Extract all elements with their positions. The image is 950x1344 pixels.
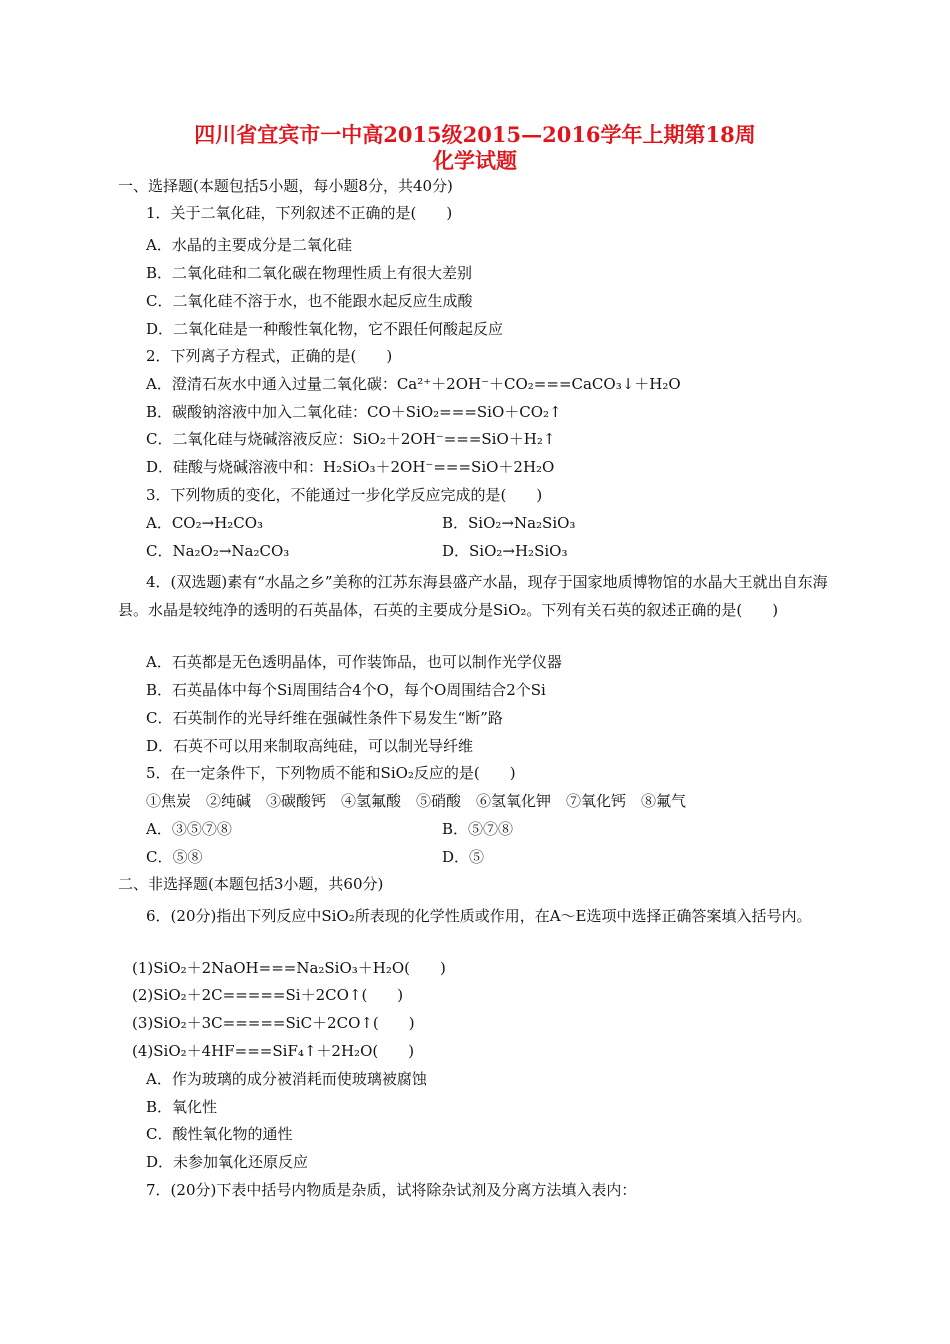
- question-5-option-b: B．⑤⑦⑧: [442, 820, 514, 838]
- document-subtitle: 化学试题: [433, 148, 517, 173]
- question-4-stem: 4．(双选题)素有“水晶之乡”美称的江苏东海县盛产水晶，现存于国家地质博物馆的水晶大王就出自东海县。水晶是较纯净的透明的石英晶体，石英的主要成分是SiO₂。下列有关石英的叙述正确的是( ): [118, 573, 828, 619]
- question-6-option-d: D．未参加氧化还原反应: [146, 1153, 309, 1171]
- question-5-option-a: A．③⑤⑦⑧: [146, 820, 232, 838]
- question-4-option-c: C．石英制作的光导纤维在强碱性条件下易发生“断”路: [146, 709, 503, 727]
- question-2-option-a: A．澄清石灰水中通入过量二氧化碳：Ca²⁺＋2OH⁻＋CO₂===CaCO₃↓＋H₂O: [146, 375, 681, 393]
- question-2-option-d: D．硅酸与烧碱溶液中和：H₂SiO₃＋2OH⁻===SiO＋2H₂O: [146, 458, 555, 476]
- question-5-option-c: C．⑤⑧: [146, 848, 203, 866]
- question-1-option-b: B．二氧化硅和二氧化碳在物理性质上有很大差别: [146, 264, 473, 282]
- question-6-reaction-2: (2)SiO₂＋2C=====Si＋2CO↑( ): [132, 986, 404, 1004]
- question-2-option-c: C．二氧化硅与烧碱溶液反应：SiO₂＋2OH⁻===SiO＋H₂↑: [146, 430, 556, 448]
- document-title: 四川省宜宾市一中高2015级2015—2016学年上期第18周: [194, 122, 756, 147]
- question-3-option-c: C．Na₂O₂→Na₂CO₃: [146, 542, 290, 560]
- question-1-stem: 1．关于二氧化硅，下列叙述不正确的是( ): [146, 204, 453, 222]
- question-3-option-b: B．SiO₂→Na₂SiO₃: [442, 514, 576, 532]
- section-heading-nonchoice: 二、非选择题(本题包括3小题，共60分): [118, 875, 384, 893]
- question-2-stem: 2．下列离子方程式，正确的是( ): [146, 347, 393, 365]
- question-4-option-b: B．石英晶体中每个Si周围结合4个O，每个O周围结合2个Si: [146, 681, 546, 699]
- question-5-items: ①焦炭 ②纯碱 ③碳酸钙 ④氢氟酸 ⑤硝酸 ⑥氢氧化钾 ⑦氧化钙 ⑧氟气: [146, 792, 687, 810]
- question-6-option-b: B．氧化性: [146, 1098, 218, 1116]
- question-5-stem: 5．在一定条件下，下列物质不能和SiO₂反应的是( ): [146, 764, 516, 782]
- question-2-option-b: B．碳酸钠溶液中加入二氧化硅：CO＋SiO₂===SiO＋CO₂↑: [146, 403, 562, 421]
- question-1-option-c: C．二氧化硅不溶于水，也不能跟水起反应生成酸: [146, 292, 473, 310]
- question-6-stem: 6．(20分)指出下列反应中SiO₂所表现的化学性质或作用，在A～E选项中选择正确答案填入括号内。: [146, 907, 812, 925]
- question-4-option-a: A．石英都是无色透明晶体，可作装饰品，也可以制作光学仪器: [146, 653, 562, 671]
- question-7-stem: 7．(20分)下表中括号内物质是杂质，试将除杂试剂及分离方法填入表内：: [146, 1181, 637, 1199]
- question-1-option-a: A．水晶的主要成分是二氧化硅: [146, 236, 352, 254]
- question-4-option-d: D．石英不可以用来制取高纯硅，可以制光导纤维: [146, 737, 474, 755]
- section-heading-choice: 一、选择题(本题包括5小题，每小题8分，共40分): [118, 177, 453, 195]
- question-6-option-c: C．酸性氧化物的通性: [146, 1125, 293, 1143]
- question-3-stem: 3．下列物质的变化，不能通过一步化学反应完成的是( ): [146, 486, 543, 504]
- question-6-option-a: A．作为玻璃的成分被消耗而使玻璃被腐蚀: [146, 1070, 427, 1088]
- question-6-reaction-4: (4)SiO₂＋4HF===SiF₄↑＋2H₂O( ): [132, 1042, 415, 1060]
- question-6-reaction-1: (1)SiO₂＋2NaOH===Na₂SiO₃＋H₂O( ): [132, 959, 446, 977]
- question-6-reaction-3: (3)SiO₂＋3C=====SiC＋2CO↑( ): [132, 1014, 415, 1032]
- question-5-option-d: D．⑤: [442, 848, 485, 866]
- question-3-option-a: A．CO₂→H₂CO₃: [146, 514, 264, 532]
- question-3-option-d: D．SiO₂→H₂SiO₃: [442, 542, 568, 560]
- question-1-option-d: D．二氧化硅是一种酸性氧化物，它不跟任何酸起反应: [146, 320, 504, 338]
